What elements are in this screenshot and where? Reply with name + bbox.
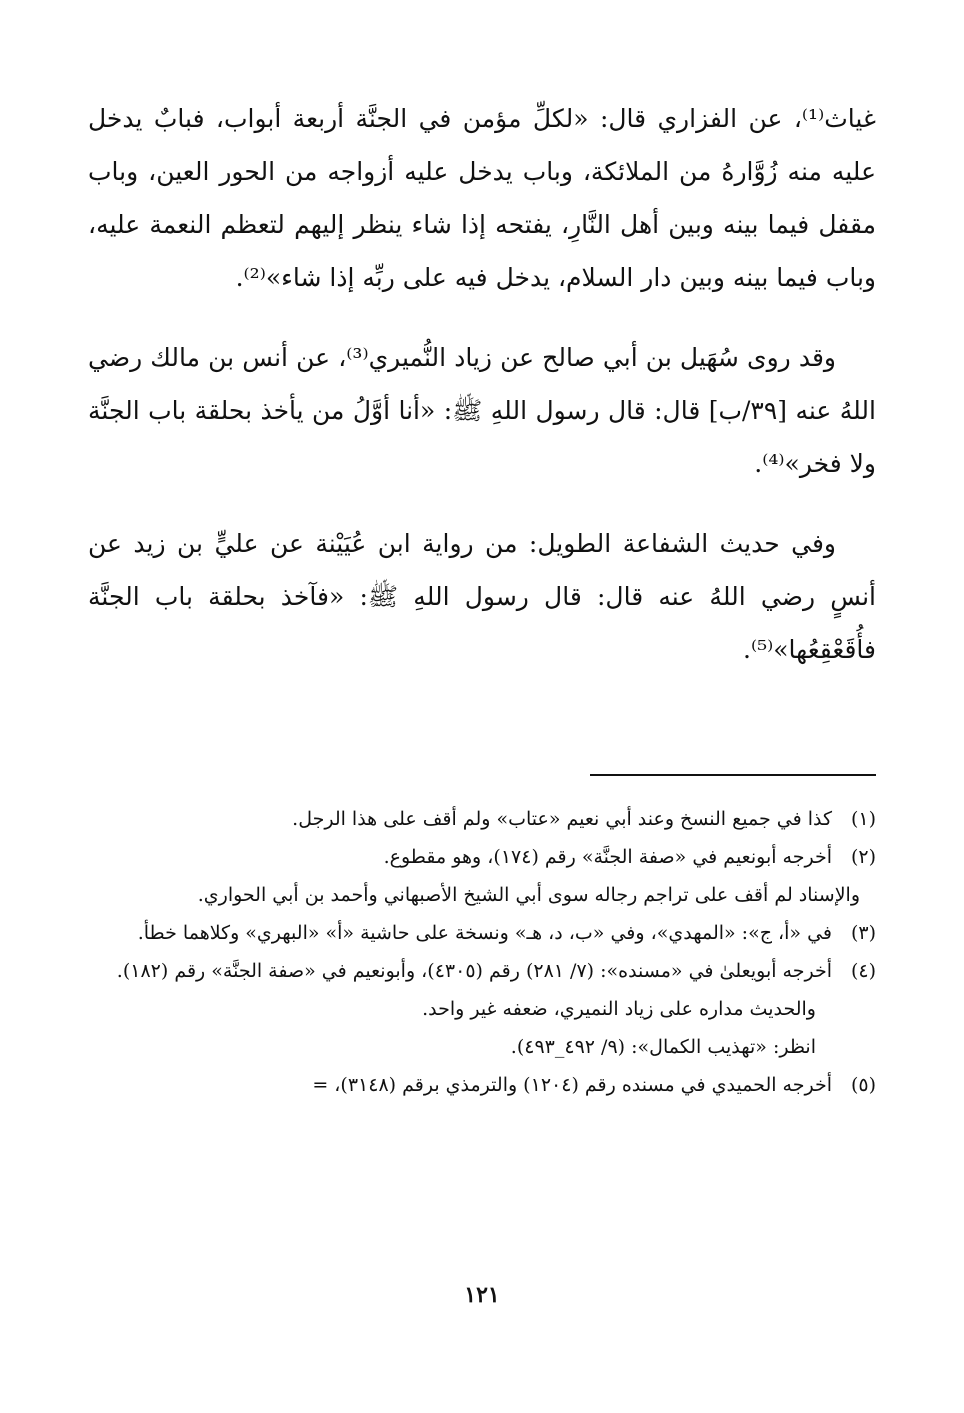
footnote-text: أخرجه الحميدي في مسنده رقم (١٢٠٤) والترمذي برقم (٣١٤٨)، = bbox=[312, 1074, 832, 1096]
footnote-body bbox=[88, 914, 832, 952]
footnote-number: (٥) bbox=[850, 1074, 876, 1096]
footnote-4-note-1: والحديث مداره على زياد النميري، ضعفه غير واحد. bbox=[422, 998, 816, 1020]
footnote-2-note: والإسناد لم أقف على تراجم رجاله سوى أبي الشيخ الأصبهاني وأحمد بن أبي الحواري. bbox=[197, 884, 860, 906]
footnote-1 bbox=[88, 800, 876, 838]
footnotes bbox=[88, 800, 876, 1104]
footnote-body bbox=[88, 1066, 832, 1104]
footnote-body bbox=[88, 952, 832, 990]
paragraph-3: وفي حديث الشفاعة الطويل: من رواية ابن عُيَيْنة عن عليٍّ بن زيد عن أنسٍ رضي اللهُ عنه قال: قال رسول اللهِ ﷺ: «فآخذ بحلقة باب الجنَّة فأُقَعْقِعُها»⁽⁵⁾. bbox=[88, 529, 876, 664]
footnote-text: في «أ، ج»: «المهدي»، وفي «ب، د، هـ» ونسخة على حاشية «أ» «البهري» وكلاهما خطأ. bbox=[137, 922, 832, 944]
footnote-text: أخرجه أبويعلىٰ في «مسنده»: (٧/ ٢٨١) رقم (٤٣٠٥)، وأبونعيم في «صفة الجنَّة» رقم (١٨٢). bbox=[116, 960, 832, 982]
page-number: ١٢١ bbox=[464, 1282, 500, 1308]
paragraph-1: غياث⁽¹⁾، عن الفزاري قال: «لكلِّ مؤمن في الجنَّة أربعة أبواب، فبابٌ يدخل عليه منه زُوَّارهُ من الملائكة، وباب يدخل عليه أزواجه من الحور العين، وباب مقفل فيما بينه وبين أهل النَّارِ، يفتحه إذا شاء ينظر إليهم لتعظم النعمة عليه، وباب فيما بينه وبين دار السلام، يدخل فيه على ربِّه إذا شاء»⁽²⁾. bbox=[88, 104, 876, 292]
footnote-body bbox=[88, 838, 832, 876]
footnote-number: (٣) bbox=[850, 922, 876, 944]
main-text bbox=[88, 92, 876, 676]
footnote-text: كذا في جميع النسخ وعند أبي نعيم «عتاب» ولم أقف على هذا الرجل. bbox=[292, 808, 832, 830]
footnote-number: (٢) bbox=[850, 846, 876, 868]
footnote-2 bbox=[88, 838, 876, 876]
footnote-4-note-2: انظر: «تهذيب الكمال»: (٩/ ٤٩٢_٤٩٣). bbox=[510, 1036, 816, 1058]
footnote-4 bbox=[88, 952, 876, 990]
footnote-5 bbox=[88, 1066, 876, 1104]
footnote-text: أخرجه أبونعيم في «صفة الجنَّة» رقم (١٧٤)، وهو مقطوع. bbox=[383, 846, 832, 868]
footnote-3 bbox=[88, 914, 876, 952]
footnote-body bbox=[88, 800, 832, 838]
paragraph-2: وقد روى سُهَيل بن أبي صالح عن زياد النُّميري⁽³⁾، عن أنس بن مالك رضي اللهُ عنه [٣٩/ب] قال: قال رسول اللهِ ﷺ: «أنا أوَّلُ من يأخذ بحلقة باب الجنَّة ولا فخر»⁽⁴⁾. bbox=[88, 343, 876, 478]
footnote-number: (٤) bbox=[850, 960, 876, 982]
footnote-number: (١) bbox=[850, 808, 876, 830]
footnote-divider bbox=[590, 774, 876, 776]
